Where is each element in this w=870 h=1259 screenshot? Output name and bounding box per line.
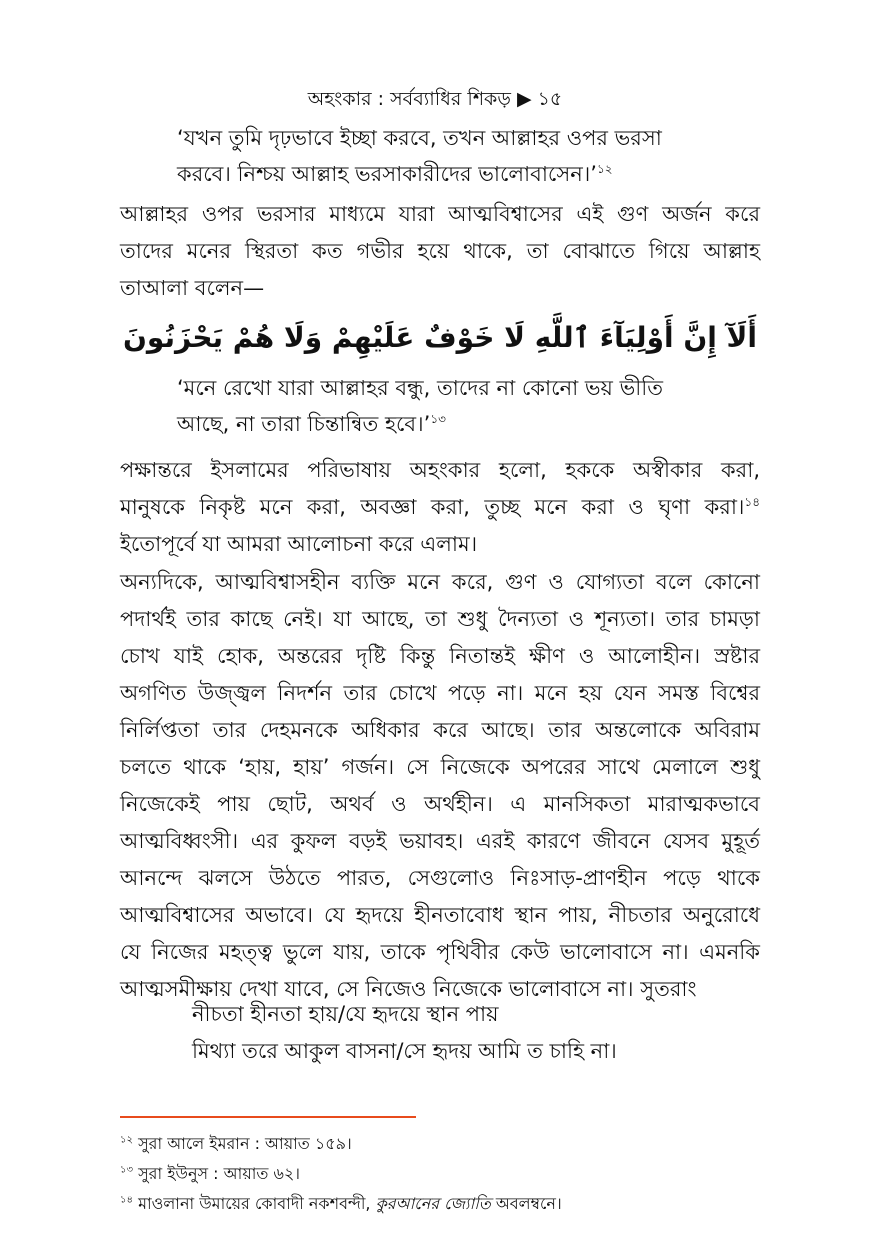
paragraph-line: আত্মসমীক্ষায় দেখা যাবে, সে নিজেও নিজেকে ভালোবাসে না। সুতরাং xyxy=(120,977,697,1001)
paragraph-line: যে নিজের মহত্ত্ব ভুলে যায়, তাকে পৃথিবীর কেউ ভালোবাসে না। এমনকি xyxy=(120,940,760,964)
quote-block-1 xyxy=(177,120,777,192)
poem-line: মিথ্যা তরে আকুল বাসনা/সে হৃদয় আমি ত চাহি না। xyxy=(192,1039,617,1063)
paragraph-line: আনন্দে ঝলসে উঠতে পারত, সেগুলোও নিঃসাড়-প্রাণহীন পড়ে থাকে xyxy=(120,866,760,890)
paragraph-line: পক্ষান্তরে ইসলামের পরিভাষায় অহংকার হলো, হককে অস্বীকার করা, xyxy=(120,458,760,482)
arabic-verse: أَلَآ إِنَّ أَوْلِيَآءَ ٱللَّهِ لَا خَوْفٌ عَلَيْهِمْ وَلَا هُمْ يَحْزَنُونَ xyxy=(122,321,758,354)
footnote-text: সুরা আলে ইমরান : আয়াত ১৫৯। xyxy=(138,1134,352,1153)
paragraph-line: আত্মবিধ্বংসী। এর কুফল বড়ই ভয়াবহ। এরই কারণে জীবনে যেসব মুহূর্ত xyxy=(120,829,760,853)
footnote-ref: ১৪ xyxy=(744,495,760,509)
running-header-text: অহংকার : সর্বব্যাধির শিকড় ▶ ১৫ xyxy=(307,88,563,110)
paragraph-line: তাদের মনের স্থিরতা কত গভীর হয়ে থাকে, তা বোঝাতে গিয়ে আল্লাহ xyxy=(120,239,760,263)
footnote-text: সুরা ইউনুস : আয়াত ৬২। xyxy=(138,1164,301,1183)
quote-line: করবে। নিশ্চয় আল্লাহ ভরসাকারীদের ভালোবাসেন।’$^{১২}$ xyxy=(177,162,613,186)
paragraph-line: আত্মবিশ্বাসের অভাবে। যে হৃদয়ে হীনতাবোধ স্থান পায়, নীচতার অনুরোধে xyxy=(120,903,760,927)
paragraph-line: মানুষকে নিকৃষ্ট মনে করা, অবজ্ঞা করা, তুচ্ছ মনে করা ও ঘৃণা করা।$^{১৪}$ xyxy=(120,495,760,519)
footnote-12 xyxy=(120,1132,352,1156)
paragraph-line: ইতোপূর্বে যা আমরা আলোচনা করে এলাম। xyxy=(120,532,478,556)
paragraph-2 xyxy=(120,452,760,563)
poem-block xyxy=(192,996,617,1070)
footnote-14 xyxy=(120,1192,562,1216)
paragraph-line: চোখ যাই হোক, অন্তরের দৃষ্টি কিন্তু নিতান্তই ক্ষীণ ও আলোহীন। স্রষ্টার xyxy=(120,644,760,668)
poem-line: নীচতা হীনতা হায়/যে হৃদয়ে স্থান পায় xyxy=(192,1002,499,1026)
footnote-text: মাওলানা উমায়ের কোবাদী নকশবন্দী, xyxy=(138,1194,376,1213)
paragraph-line: পদার্থই তার কাছে নেই। যা আছে, তা শুধু দৈন্যতা ও শূন্যতা। তার চামড়া xyxy=(120,607,760,631)
footnote-text: অবলম্বনে। xyxy=(490,1194,562,1213)
paragraph-line: অন্যদিকে, আত্মবিশ্বাসহীন ব্যক্তি মনে করে, গুণ ও যোগ্যতা বলে কোনো xyxy=(120,570,760,594)
quote-line: আছে, না তারা চিন্তান্বিত হবে।’$^{১৩}$ xyxy=(177,412,446,436)
footnote-number: ১৩ xyxy=(120,1164,133,1176)
footnote-ref: ১২ xyxy=(596,162,613,176)
paragraph-line: তাআলা বলেন— xyxy=(120,276,265,300)
quote-line: ‘যখন তুমি দৃঢ়ভাবে ইচ্ছা করবে, তখন আল্লাহর ওপর ভরসা xyxy=(177,126,662,150)
paragraph-3 xyxy=(120,564,760,1008)
footnote-13 xyxy=(120,1162,300,1186)
paragraph-line: নির্লিপ্ততা তার দেহমনকে অধিকার করে আছে। তার অন্তলোকে অবিরাম xyxy=(120,718,760,742)
paragraph-1 xyxy=(120,196,760,307)
quote-line: ‘মনে রেখো যারা আল্লাহর বন্ধু, তাদের না কোনো ভয় ভীতি xyxy=(177,376,664,400)
quote-block-2 xyxy=(177,370,777,442)
footnote-number: ১২ xyxy=(120,1134,133,1146)
paragraph-line: চলতে থাকে ‘হায়, হায়’ গর্জন। সে নিজেকে অপরের সাথে মেলালে শুধু xyxy=(120,755,760,779)
footnote-ref: ১৩ xyxy=(430,412,446,426)
running-header xyxy=(0,86,870,112)
paragraph-line: নিজেকেই পায় ছোট, অথর্ব ও অর্থহীন। এ মানসিকতা মারাত্মকভাবে xyxy=(120,792,760,816)
footnote-separator xyxy=(120,1116,416,1118)
book-title: কুরআনের জ্যোতি xyxy=(375,1194,491,1213)
paragraph-line: আল্লাহর ওপর ভরসার মাধ্যমে যারা আত্মবিশ্বাসের এই গুণ অর্জন করে xyxy=(120,202,760,226)
paragraph-line: অগণিত উজ্জ্বল নিদর্শন তার চোখে পড়ে না। মনে হয় যেন সমস্ত বিশ্বের xyxy=(120,681,760,705)
footnote-number: ১৪ xyxy=(120,1194,133,1206)
